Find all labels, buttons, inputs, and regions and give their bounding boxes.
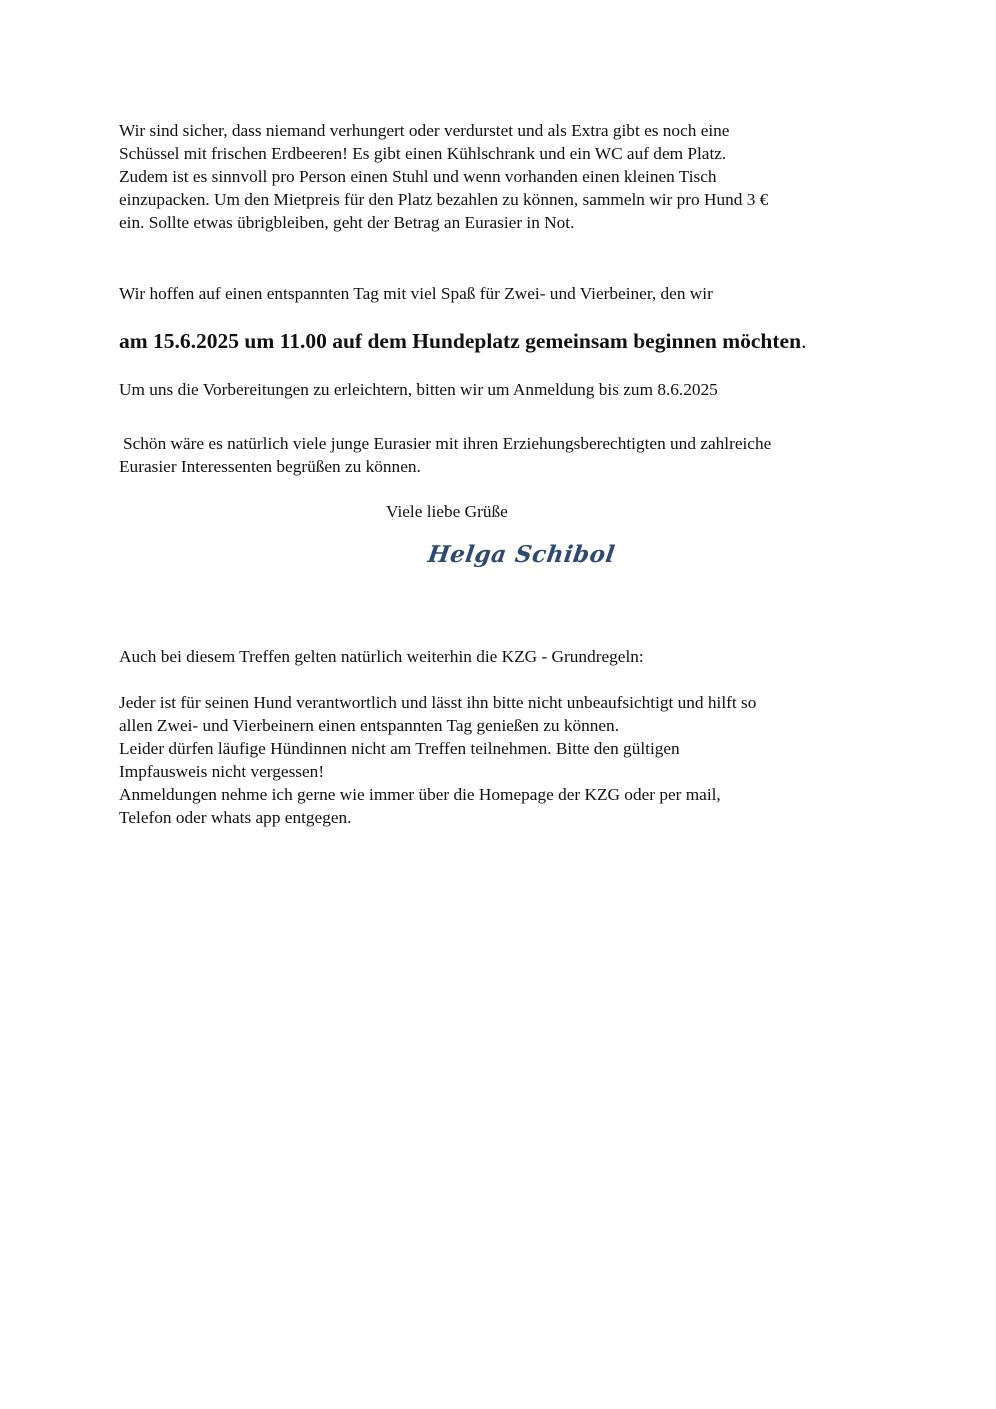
text-line: ein. Sollte etwas übrigbleiben, geht der Betrag an Eurasier in Not. — [119, 213, 575, 232]
rules-paragraph — [119, 691, 889, 829]
text-line: Wir sind sicher, dass niemand verhungert oder verdurstet und als Extra gibt es noch eine — [119, 121, 730, 140]
intro-paragraph — [119, 119, 889, 234]
closing-greeting: Viele liebe Grüße — [386, 502, 508, 521]
text-line: Wir hoffen auf einen entspannten Tag mit viel Spaß für Zwei- und Vierbeiner, den wir — [119, 284, 713, 303]
text-line: Eurasier Interessenten begrüßen zu können. — [119, 457, 421, 476]
text-line: Um uns die Vorbereitungen zu erleichtern, bitten wir um Anmeldung bis zum 8.6.2025 — [119, 380, 718, 399]
text-line: Zudem ist es sinnvoll pro Person einen Stuhl und wenn vorhanden einen kleinen Tisch — [119, 167, 717, 186]
text-line: Auch bei diesem Treffen gelten natürlich weiterhin die KZG - Grundregeln: — [119, 647, 644, 666]
text-line: Impfausweis nicht vergessen! — [119, 762, 325, 781]
event-date-bold: am 15.6.2025 um 11.00 auf dem Hundeplatz gemeinsam beginnen möchten — [119, 329, 802, 353]
registration-paragraph — [119, 378, 889, 401]
rules-intro-paragraph — [119, 645, 889, 668]
text-line: Schüssel mit frischen Erdbeeren! Es gibt einen Kühlschrank und ein WC auf dem Platz. — [119, 144, 727, 163]
event-date-line — [119, 326, 919, 356]
text-line: Schön wäre es natürlich viele junge Eurasier mit ihren Erziehungsberechtigten und zahlreiche — [123, 434, 772, 453]
text-line: einzupacken. Um den Mietpreis für den Platz bezahlen zu können, sammeln wir pro Hund 3 € — [119, 190, 769, 209]
text-line: Leider dürfen läufige Hündinnen nicht am Treffen teilnehmen. Bitte den gültigen — [119, 739, 680, 758]
event-date-end: . — [801, 329, 807, 353]
text-line: Jeder ist für seinen Hund verantwortlich und lässt ihn bitte nicht unbeaufsichtigt und hilft so — [119, 693, 757, 712]
text-line: Telefon oder whats app entgegen. — [119, 808, 352, 827]
text-line: allen Zwei- und Vierbeinern einen entspannten Tag genießen zu können. — [119, 716, 620, 735]
hope-paragraph — [119, 282, 889, 305]
text-line: Anmeldungen nehme ich gerne wie immer über die Homepage der KZG oder per mail, — [119, 785, 721, 804]
welcome-paragraph — [119, 432, 889, 478]
signature: Helga Schibol — [426, 541, 617, 568]
